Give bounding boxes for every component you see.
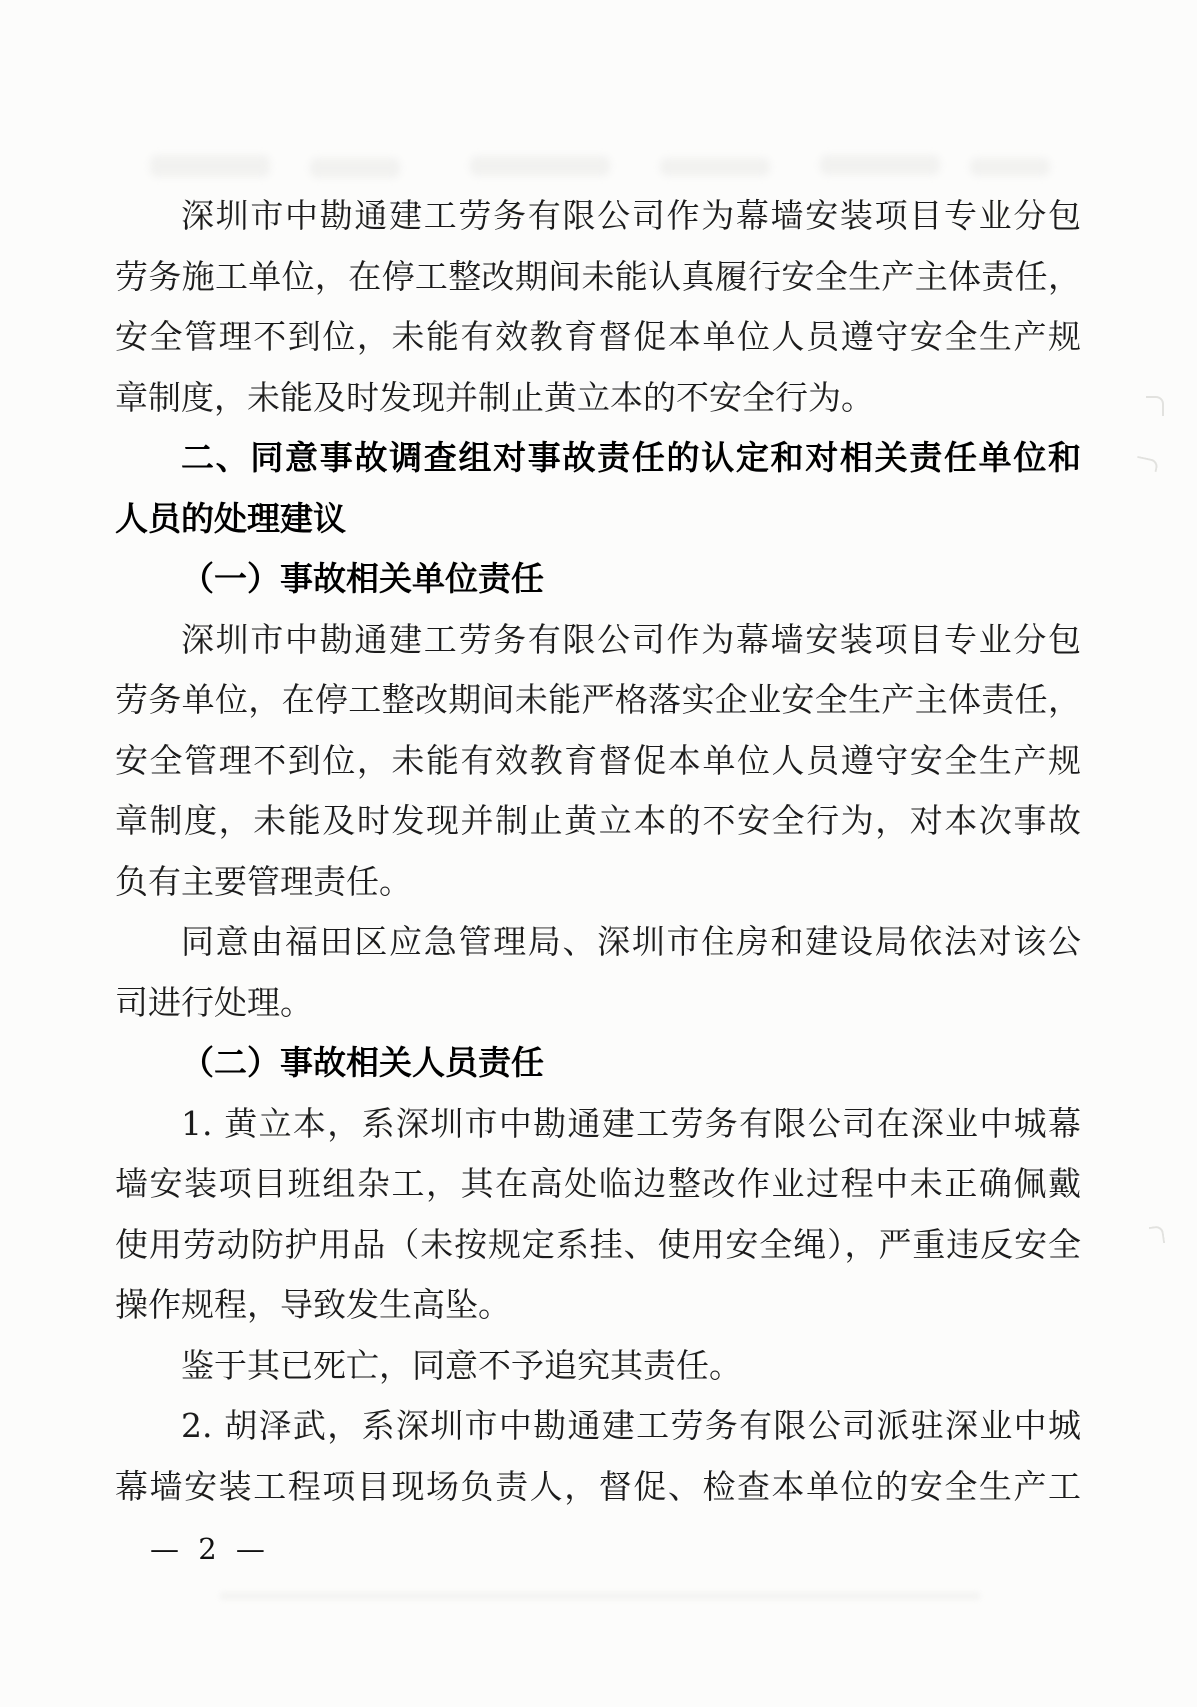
- text-line: 鉴于其已死亡，同意不予追究其责任。: [181, 1345, 742, 1385]
- section-heading-line: 二、同意事故调查组对事故责任的认定和对相关责任单位和: [181, 439, 1081, 476]
- text-line: 劳务施工单位，在停工整改期间未能认真履行安全生产主体责任，: [115, 256, 1081, 296]
- page-number: — 2 —: [150, 1532, 270, 1566]
- text-line: 劳务单位，在停工整改期间未能严格落实企业安全生产主体责任，: [115, 680, 1081, 719]
- subsection-heading-line: （一）事故相关单位责任: [181, 560, 544, 597]
- text-line: 1. 黄立本，系深圳市中勘通建工劳务有限公司在深业中城幕: [181, 1103, 1081, 1143]
- text-line: 使用劳动防护用品（未按规定系挂、使用安全绳），严重违反安全: [115, 1224, 1081, 1264]
- text-line: 安全管理不到位，未能有效教育督促本单位人员遵守安全生产规: [115, 740, 1081, 780]
- text-line: 深圳市中勘通建工劳务有限公司作为幕墙安装项目专业分包: [181, 619, 1081, 659]
- scan-artifact-footer-streak: [220, 1592, 980, 1600]
- text-line: 深圳市中勘通建工劳务有限公司作为幕墙安装项目专业分包: [181, 196, 1081, 235]
- scan-artifact-margin-mark: [1146, 396, 1164, 416]
- scan-artifact-margin-mark: [1135, 456, 1159, 472]
- text-line: 负有主要管理责任。: [115, 861, 412, 901]
- text-line: 同意由福田区应急管理局、深圳市住房和建设局依法对该公: [181, 922, 1081, 961]
- text-line: 安全管理不到位，未能有效教育督促本单位人员遵守安全生产规: [115, 317, 1081, 356]
- text-line: 章制度，未能及时发现并制止黄立本的不安全行为，对本次事故: [115, 801, 1081, 840]
- text-line: 幕墙安装工程项目现场负责人，督促、检查本单位的安全生产工: [115, 1466, 1081, 1506]
- scan-artifact-margin-mark: [1149, 1225, 1165, 1245]
- text-line: 2. 胡泽武，系深圳市中勘通建工劳务有限公司派驻深业中城: [181, 1406, 1081, 1445]
- section-heading-line: 人员的处理建议: [115, 499, 346, 537]
- subsection-heading-line: （二）事故相关人员责任: [181, 1044, 544, 1081]
- text-line: 司进行处理。: [115, 982, 313, 1022]
- text-line: 章制度，未能及时发现并制止黄立本的不安全行为。: [115, 377, 874, 417]
- text-line: 操作规程，导致发生高坠。: [115, 1285, 511, 1324]
- document-text-block: [115, 186, 1081, 1517]
- text-line: 墙安装项目班组杂工，其在高处临边整改作业过程中未正确佩戴: [115, 1164, 1081, 1203]
